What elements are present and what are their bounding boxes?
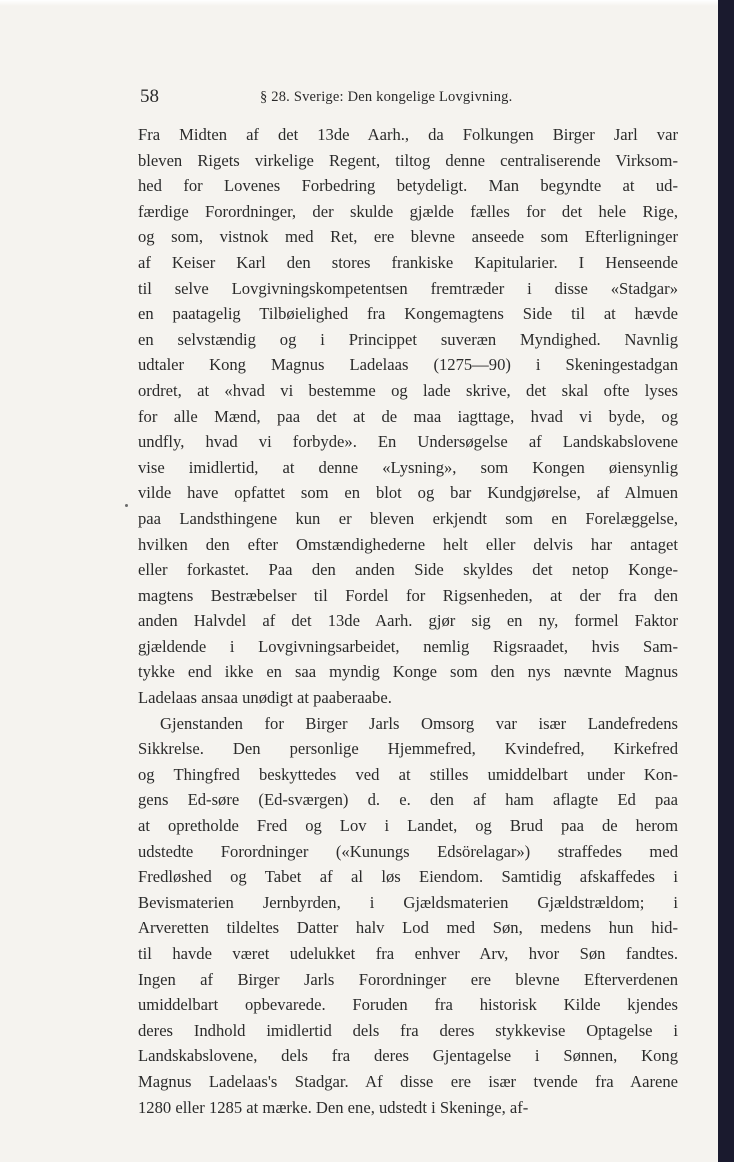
text-line: og Thingfred beskyttedes ved at stilles umiddelbart under Kon- [138, 764, 678, 784]
text-line: hvilken den efter Omstændighederne helt eller delvis har antaget [138, 534, 678, 554]
page-number: 58 [140, 86, 159, 107]
text-line: ordret, at «hvad vi bestemme og lade skrive, det skal ofte lyses [138, 380, 678, 400]
text-line: gjældende i Lovgivningsarbeidet, nemlig Rigsraadet, hvis Sam- [138, 636, 678, 656]
text-line: og som, vistnok med Ret, ere blevne anseede som Efterligninger [138, 227, 678, 247]
text-line: paa Landsthingene kun er bleven erkjendt som en Forelæggelse, [138, 508, 678, 528]
running-head [140, 86, 680, 110]
text-line: en selvstændig og i Princippet suveræn Myndighed. Navnlig [138, 329, 678, 349]
running-head-title: § 28. Sverige: Den kongelige Lovgivning. [260, 89, 513, 105]
text-line: at opretholde Fred og Lov i Landet, og Brud paa de herom [138, 816, 678, 836]
text-line: vise imidlertid, at denne «Lysning», som Kongen øiensynlig [138, 457, 678, 477]
text-line: af Keiser Karl den stores frankiske Kapitularier. I Henseende [138, 252, 678, 272]
margin-speck [125, 504, 128, 507]
text-line: 1280 eller 1285 at mærke. Den ene, udstedt i Skeninge, af- [138, 1097, 529, 1117]
text-line: bleven Rigets virkelige Regent, tiltog denne centraliserende Virksom- [138, 150, 678, 170]
text-line: undfly, hvad vi forbyde». En Undersøgelse af Landskabslovene [138, 432, 678, 452]
text-line: udstedte Forordninger («Kunungs Edsörelagar») straffedes med [138, 841, 678, 861]
text-line: Bevismaterien Jernbyrden, i Gjældsmaterien Gjældstrældom; i [138, 892, 678, 912]
text-line: Fra Midten af det 13de Aarh., da Folkungen Birger Jarl var [138, 125, 678, 144]
text-line: til selve Lovgivningskompetentsen fremtræder i disse «Stadgar» [138, 278, 678, 298]
text-line: færdige Forordninger, der skulde gjælde fælles for det hele Rige, [138, 201, 678, 221]
body-text [138, 122, 678, 1120]
paragraph [138, 122, 678, 711]
text-line: Sikkrelse. Den personlige Hjemmefred, Kvindefred, Kirkefred [138, 739, 678, 759]
text-line: gens Ed-søre (Ed-sværgen) d. e. den af ham aflagte Ed paa [138, 790, 678, 810]
text-line: hed for Lovenes Forbedring betydeligt. Man begyndte at ud- [138, 176, 678, 196]
text-line: for alle Mænd, paa det at de maa iagttage, hvad vi byde, og [138, 406, 678, 426]
text-line: Ingen af Birger Jarls Forordninger ere blevne Efterverdenen [138, 969, 678, 989]
text-line: eller forkastet. Paa den anden Side skyldes det netop Konge- [138, 560, 678, 580]
page-top-edge [0, 0, 734, 6]
paragraph [138, 711, 678, 1121]
text-line: Arveretten tildeltes Datter halv Lod med Søn, medens hun hid- [138, 918, 678, 938]
text-line: magtens Bestræbelser til Fordel for Rigsenheden, at der fra den [138, 585, 678, 605]
text-line: umiddelbart opbevarede. Foruden fra historisk Kilde kjendes [138, 995, 678, 1015]
text-line: Magnus Ladelaas's Stadgar. Af disse ere især tvende fra Aarene [138, 1071, 678, 1091]
text-line: Landskabslovene, dels fra deres Gjentagelse i Sønnen, Kong [138, 1046, 678, 1066]
scan-border [718, 0, 734, 1162]
text-line: deres Indhold imidlertid dels fra deres stykkevise Optagelse i [138, 1020, 678, 1040]
text-line: Ladelaas ansaa unødigt at paaberaabe. [138, 688, 392, 708]
text-line: en paatagelig Tilbøielighed fra Kongemagtens Side til at hævde [138, 304, 678, 324]
text-line: Fredløshed og Tabet af al løs Eiendom. Samtidig afskaffedes i [138, 867, 678, 887]
text-line: til havde været udelukket fra enhver Arv, hvor Søn fandtes. [138, 944, 678, 963]
text-line: anden Halvdel af det 13de Aarh. gjør sig en ny, formel Faktor [138, 611, 678, 631]
text-line: tykke end ikke en saa myndig Konge som den nys nævnte Magnus [138, 662, 678, 682]
text-line: vilde have opfattet som en blot og bar Kundgjørelse, af Almuen [138, 483, 678, 503]
text-line: Gjenstanden for Birger Jarls Omsorg var især Landefredens [160, 713, 678, 733]
text-line: udtaler Kong Magnus Ladelaas (1275—90) i Skeningestadgan [138, 355, 678, 375]
